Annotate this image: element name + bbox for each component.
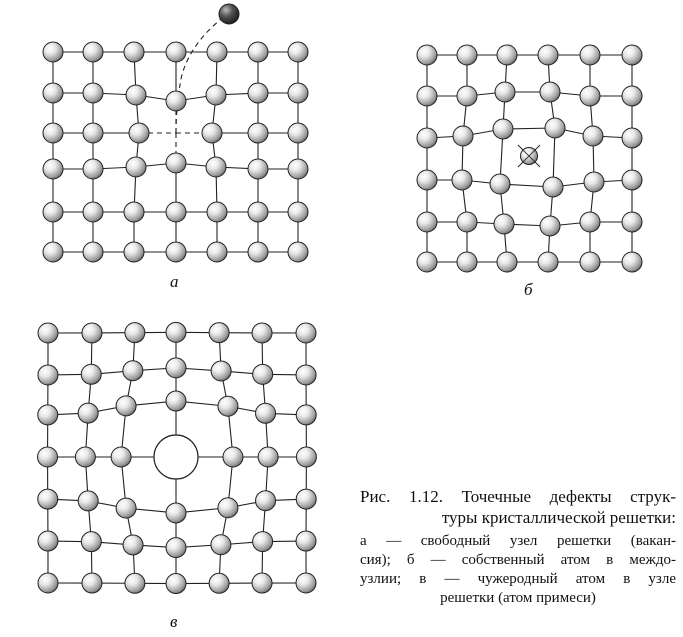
atom <box>248 202 268 222</box>
panel-label-b: б <box>524 280 533 299</box>
atom <box>256 491 276 511</box>
caption-legend-line: а — свободный узел решетки (вакан- <box>360 533 676 549</box>
atom <box>43 242 63 262</box>
atom <box>288 202 308 222</box>
atom <box>622 128 642 148</box>
atom <box>124 42 144 62</box>
atom <box>207 42 227 62</box>
atom <box>38 365 58 385</box>
atom <box>166 202 186 222</box>
atom <box>81 364 101 384</box>
atom <box>83 242 103 262</box>
atom <box>288 83 308 103</box>
atom <box>256 403 276 423</box>
atom <box>166 42 186 62</box>
atom <box>417 252 437 272</box>
atom <box>580 252 600 272</box>
atom <box>622 86 642 106</box>
caption-legend <box>360 532 676 608</box>
atom <box>296 323 316 343</box>
atom <box>125 573 145 593</box>
atom <box>38 405 58 425</box>
atom <box>494 214 514 234</box>
atom <box>125 323 145 343</box>
atom <box>248 242 268 262</box>
atom <box>248 159 268 179</box>
atom <box>166 242 186 262</box>
atom <box>253 532 273 552</box>
figure-caption <box>360 486 676 608</box>
atom <box>166 391 186 411</box>
caption-title-line: туры кристаллической решетки: <box>441 508 676 527</box>
atom <box>83 123 103 143</box>
atom <box>123 535 143 555</box>
atom <box>584 172 604 192</box>
atom <box>166 153 186 173</box>
atom <box>38 323 58 343</box>
atom <box>296 365 316 385</box>
atom <box>123 361 143 381</box>
caption-legend-line: сия); б — собственный атом в междо- <box>360 552 676 568</box>
atom <box>124 242 144 262</box>
atom <box>417 86 437 106</box>
atom <box>116 396 136 416</box>
caption-title-line: Рис. 1.12. Точечные дефекты струк- <box>360 487 676 506</box>
atom <box>296 405 316 425</box>
atom <box>580 45 600 65</box>
atom <box>497 45 517 65</box>
atom <box>206 157 226 177</box>
atom <box>207 242 227 262</box>
atom <box>38 489 58 509</box>
atom <box>490 174 510 194</box>
atom <box>126 157 146 177</box>
atom <box>83 159 103 179</box>
impurity-atom <box>154 435 198 479</box>
panel-label-a: а <box>170 272 179 291</box>
atom <box>124 202 144 222</box>
atom <box>166 322 186 342</box>
atom <box>166 358 186 378</box>
atom <box>296 447 316 467</box>
atom <box>417 45 437 65</box>
atom <box>38 531 58 551</box>
atom <box>622 252 642 272</box>
atom <box>38 573 58 593</box>
atom <box>223 447 243 467</box>
atom <box>43 202 63 222</box>
atom <box>417 170 437 190</box>
atom <box>252 323 272 343</box>
atom <box>78 403 98 423</box>
atom <box>83 83 103 103</box>
atom <box>43 123 63 143</box>
atom <box>166 538 186 558</box>
atom <box>296 531 316 551</box>
atom <box>83 202 103 222</box>
caption-legend-line: решетки (атом примеси) <box>440 590 596 606</box>
atom <box>206 85 226 105</box>
atom <box>493 119 513 139</box>
atom <box>453 126 473 146</box>
atom <box>166 503 186 523</box>
atom <box>252 573 272 593</box>
atom <box>457 45 477 65</box>
atom <box>288 242 308 262</box>
atom <box>288 42 308 62</box>
atom <box>417 212 437 232</box>
atom <box>166 91 186 111</box>
atom <box>580 212 600 232</box>
atom <box>126 85 146 105</box>
atom <box>248 123 268 143</box>
atom <box>258 447 278 467</box>
atom <box>457 252 477 272</box>
lattice-interstitial <box>417 45 642 272</box>
atom <box>580 86 600 106</box>
lattice-vacancy <box>43 4 308 262</box>
lattice-substitutional <box>38 322 317 593</box>
atom <box>540 216 560 236</box>
atom <box>209 573 229 593</box>
atom <box>248 83 268 103</box>
atom <box>38 447 58 467</box>
atom <box>211 535 231 555</box>
atom <box>622 170 642 190</box>
atom <box>82 573 102 593</box>
atom <box>211 361 231 381</box>
atom <box>129 123 149 143</box>
atom <box>497 252 517 272</box>
atom <box>452 170 472 190</box>
atom <box>111 447 131 467</box>
atom <box>116 498 136 518</box>
atom <box>296 489 316 509</box>
atom <box>81 532 101 552</box>
atom <box>253 364 273 384</box>
atom <box>219 4 239 24</box>
atom <box>43 159 63 179</box>
atom <box>457 86 477 106</box>
atom <box>417 128 437 148</box>
atom <box>78 491 98 511</box>
atom <box>209 323 229 343</box>
atom <box>288 159 308 179</box>
atom <box>538 45 558 65</box>
atom <box>540 82 560 102</box>
caption-legend-line: узлии; в — чужеродный атом в узле <box>360 571 676 587</box>
atom <box>218 396 238 416</box>
atom <box>166 574 186 594</box>
atom <box>75 447 95 467</box>
atom <box>43 42 63 62</box>
caption-title <box>360 486 676 528</box>
atom <box>543 177 563 197</box>
atom <box>218 498 238 518</box>
atom <box>622 45 642 65</box>
atom <box>296 573 316 593</box>
panel-label-c: в <box>170 612 178 631</box>
atom <box>288 123 308 143</box>
atom <box>202 123 222 143</box>
atom <box>538 252 558 272</box>
atom <box>82 323 102 343</box>
atom <box>495 82 515 102</box>
atom <box>545 118 565 138</box>
atom <box>43 83 63 103</box>
atom <box>207 202 227 222</box>
atom <box>583 126 603 146</box>
atom <box>622 212 642 232</box>
atom <box>83 42 103 62</box>
atom <box>248 42 268 62</box>
atom <box>457 212 477 232</box>
